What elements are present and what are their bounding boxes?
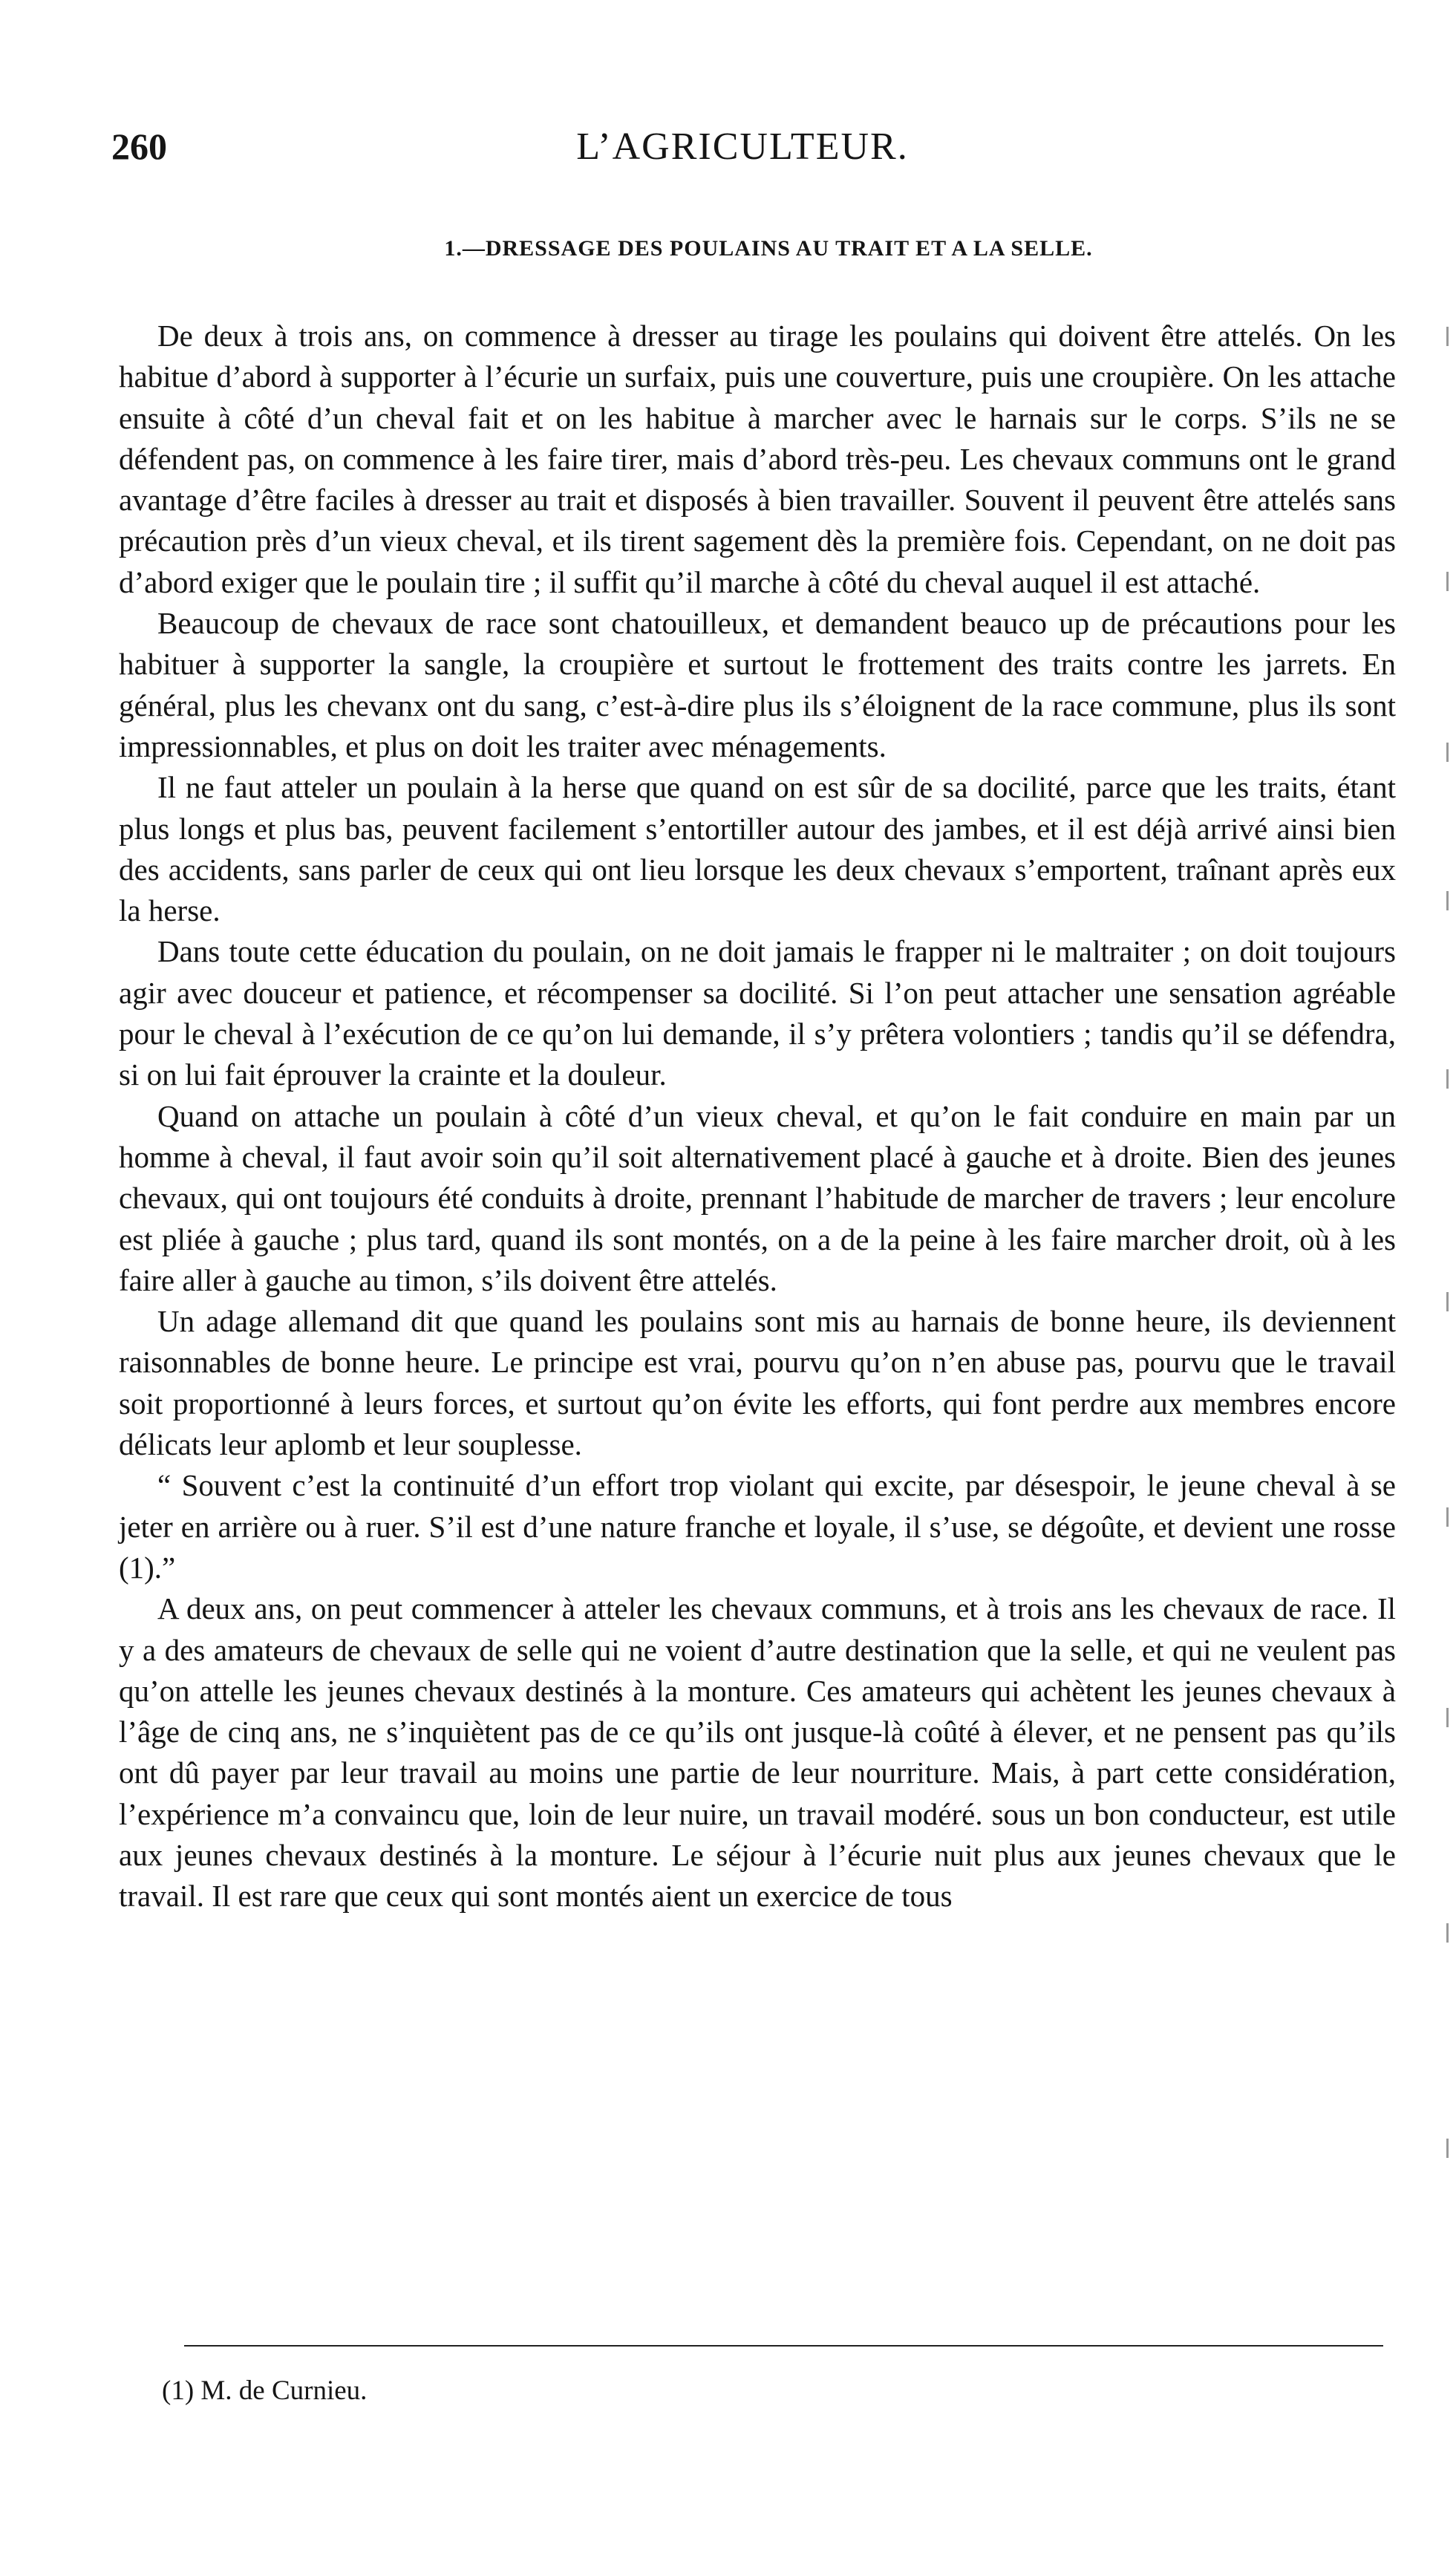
paragraph: Beaucoup de chevaux de race sont chatouilleux, et demandent beauco up de précautions pour les habituer à supporter la sangle, la croupière et surtout le frottement des traits contre les jarrets. En général, plus les chevanx ont du sang, c’est-à-dire plus ils s’éloignent de la race commune, plus ils sont impressionnables, et plus on doit les traiter avec ménagements. — [119, 606, 1396, 763]
footnote-rule — [184, 2345, 1383, 2347]
paragraph: Dans toute cette éducation du poulain, on ne doit jamais le frapper ni le maltraiter ; on doit toujours agir avec douceur et patience, et récompenser sa docilité. Si l’on peut attacher une sensation agréable pour le cheval à l’exécution de ce qu’on lui demande, il s’y prêtera volontiers ; tandis qu’il se défendra, si on lui fait éprouver la crainte et la douleur. — [119, 934, 1396, 1092]
section-title: 1.—DRESSAGE DES POULAINS AU TRAIT ET A LA SELLE. — [444, 236, 1093, 261]
paragraph: Quand on attache un poulain à côté d’un vieux cheval, et qu’on le fait conduire en main par un homme à cheval, il faut avoir soin qu’il soit alternativement placé à gauche et à droite. Bien des jeunes chevaux, qui ont toujours été conduits à droite, prennant l’habitude de marcher de travers ; leur encolure est pliée à gauche ; plus tard, quand ils sont montés, on a de la peine à les faire marcher droit, où à les faire aller à gauche au timon, s’ils doivent être attelés. — [119, 1098, 1396, 1297]
footnote: (1) M. de Curnieu. — [162, 2375, 368, 2406]
paragraph: Un adage allemand dit que quand les poulains sont mis au harnais de bonne heure, ils deviennent raisonnables de bonne heure. Le principe est vrai, pourvu qu’on n’en abuse pas, pourvu que le travail soit proportionné à leurs forces, et surtout qu’on évite les efforts, qui font perdre aux membres encore délicats leur aplomb et leur souplesse. — [119, 1304, 1396, 1462]
paragraph: De deux à trois ans, on commence à dresser au tirage les poulains qui doivent être attelés. On les habitue d’abord à supporter à l’écurie un surfaix, puis une couverture, puis une croupière. On les attache ensuite à côté d’un cheval fait et on les habitue à marcher avec le harnais sur le corps. S’ils ne se défendent pas, on commence à les faire tirer, mais d’abord très-peu. Les chevaux communs ont le grand avantage d’être faciles à dresser au trait et disposés à bien travailler. Souvent il peuvent être attelés sans précaution près d’un vieux cheval, et ils tirent sagement dès la première fois. Cependant, on ne doit pas d’abord exiger que le poulain tire ; il suffit qu’il marche à côté du cheval auquel il est attaché. — [119, 319, 1396, 599]
paragraph: Il ne faut atteler un poulain à la herse que quand on est sûr de sa docilité, parce que les traits, étant plus longs et plus bas, peuvent facilement s’entortiller autour des jambes, et il est déjà arrivé ainsi bien des accidents, sans parler de ceux qui ont lieu lorsque les deux chevaux s’emportent, traînant après eux la herse. — [119, 770, 1396, 928]
page-number: 260 — [111, 125, 167, 167]
paragraph: “ Souvent c’est la continuité d’un effort trop violant qui excite, par désespoir, le jeune cheval à se jeter en arrière ou à ruer. S’il est d’une nature franche et loyale, il s’use, se dégoûte, et devient une rosse (1).” — [119, 1468, 1396, 1585]
running-title: L’AGRICULTEUR. — [576, 125, 909, 168]
margin-marks — [1446, 327, 1449, 2332]
body-text — [119, 316, 1396, 1917]
paragraph: A deux ans, on peut commencer à atteler les chevaux communs, et à trois ans les chevaux de race. Il y a des amateurs de chevaux de selle qui ne voient d’autre destination que la selle, et qui ne veulent pas qu’on attelle les jeunes chevaux destinés à la monture. Ces amateurs qui achètent les jeunes chevaux à l’âge de cinq ans, ne s’inquiètent pas de ce qu’ils ont jusque-là coûté à élever, et ne pensent pas qu’ils ont dû payer par leur travail au moins une partie de leur nourriture. Mais, à part cette considération, l’expérience m’a convaincu que, loin de leur nuire, un travail modéré. sous un bon conducteur, est utile aux jeunes chevaux destinés à la monture. Le séjour à l’écurie nuit plus aux jeunes chevaux que le travail. Il est rare que ceux qui sont montés aient un exercice de tous — [119, 1591, 1396, 1914]
